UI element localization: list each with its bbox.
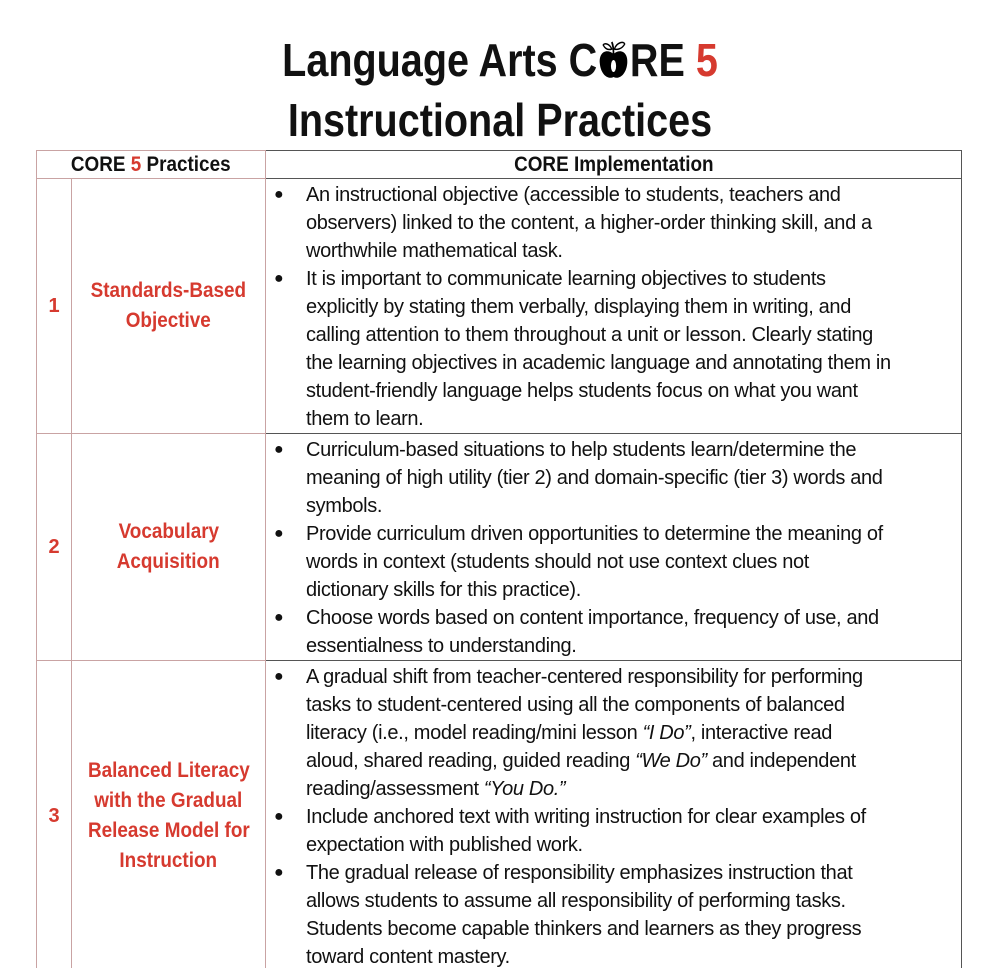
implementation-cell xyxy=(266,179,962,434)
bullet-line xyxy=(306,803,953,831)
practice-name xyxy=(72,661,266,968)
italic-text: “I Do” xyxy=(642,722,691,744)
page-title-line1: Language Arts C RE 5 xyxy=(282,34,718,86)
bullet-item xyxy=(274,803,953,859)
bullet-item xyxy=(274,604,953,660)
bullet-line xyxy=(306,663,953,691)
practice-name-line: Objective xyxy=(125,309,212,332)
bullet-line xyxy=(306,209,953,237)
bullet-item xyxy=(274,181,953,265)
bullet-line xyxy=(306,915,953,943)
italic-text: “You Do.” xyxy=(483,778,566,800)
text-segment: and independent xyxy=(706,750,856,772)
text-segment: The gradual release of responsibility emphasizes instruction that xyxy=(306,862,853,884)
bullet-line xyxy=(306,632,953,660)
text-segment: Students become capable thinkers and learners as they progress xyxy=(306,918,862,940)
implementation-cell xyxy=(266,661,962,968)
bullet-line xyxy=(306,492,953,520)
text-segment: essentialness to understanding. xyxy=(306,635,577,657)
practice-number: 1 xyxy=(37,179,72,434)
header-core-implementation: CORE Implementation xyxy=(266,151,962,179)
text-segment: reading/assessment xyxy=(306,778,484,800)
text-segment: An instructional objective (accessible to students, teachers and xyxy=(306,184,841,206)
bullet-line xyxy=(306,436,953,464)
text-segment: allows students to assume all responsibility of performing tasks. xyxy=(306,890,846,912)
bullet-line xyxy=(306,237,953,265)
bullet-line xyxy=(306,349,953,377)
bullet-line xyxy=(306,293,953,321)
text-segment: Include anchored text with writing instruction for clear examples of xyxy=(306,806,866,828)
bullet-line xyxy=(306,265,953,293)
practice-name-line: with the Gradual xyxy=(94,789,243,812)
bullet-icon: ● xyxy=(274,270,284,287)
bullet-line xyxy=(306,181,953,209)
practice-number: 2 xyxy=(37,434,72,661)
practice-name-line: Acquisition xyxy=(117,550,220,573)
table-row xyxy=(37,434,962,661)
text-segment: expectation with published work. xyxy=(306,834,583,856)
text-segment: It is important to communicate learning objectives to students xyxy=(306,268,826,290)
bullet-icon: ● xyxy=(274,609,284,626)
text-segment: student-friendly language helps students focus on what you want xyxy=(306,380,858,402)
practice-name-line: Standards-Based xyxy=(90,279,247,302)
bullet-icon: ● xyxy=(274,864,284,881)
bullet-icon: ● xyxy=(274,525,284,542)
italic-text: “We Do” xyxy=(635,750,707,772)
practice-name-line: Release Model for xyxy=(87,819,250,842)
practice-number: 3 xyxy=(37,661,72,968)
text-segment: symbols. xyxy=(306,495,383,517)
text-segment: calling attention to them throughout a unit or lesson. Clearly stating xyxy=(306,324,873,346)
text-segment: them to learn. xyxy=(306,408,424,430)
text-segment: literacy (i.e., model reading/mini lesson xyxy=(306,722,643,744)
header-core-practices: CORE 5 Practices xyxy=(37,151,266,179)
practice-name-line: Instruction xyxy=(119,849,218,872)
text-segment: Choose words based on content importance, frequency of use, and xyxy=(306,607,879,629)
bullet-icon: ● xyxy=(274,186,284,203)
bullet-line xyxy=(306,576,953,604)
text-segment: dictionary skills for this practice). xyxy=(306,579,581,601)
text-segment: toward content mastery. xyxy=(306,946,510,968)
apple-logo-icon xyxy=(598,40,629,80)
bullet-line xyxy=(306,887,953,915)
bullet-item xyxy=(274,663,953,803)
practice-name xyxy=(72,434,266,661)
bullet-line xyxy=(306,859,953,887)
practice-name-line: Vocabulary xyxy=(118,520,219,543)
practices-table xyxy=(36,150,962,968)
text-segment: Curriculum-based situations to help students learn/determine the xyxy=(306,439,857,461)
bullet-icon: ● xyxy=(274,668,284,685)
text-segment: aloud, shared reading, guided reading xyxy=(306,750,636,772)
text-segment: Provide curriculum driven opportunities to determine the meaning of xyxy=(306,523,883,545)
bullet-line xyxy=(306,719,953,747)
bullet-line xyxy=(306,520,953,548)
bullet-line xyxy=(306,691,953,719)
table-header-row xyxy=(37,151,962,179)
bullet-icon: ● xyxy=(274,441,284,458)
bullet-line xyxy=(306,831,953,859)
bullet-line xyxy=(306,464,953,492)
table-row xyxy=(37,661,962,968)
text-segment: tasks to student-centered using all the components of balanced xyxy=(306,694,845,716)
text-segment: meaning of high utility (tier 2) and domain-specific (tier 3) words and xyxy=(306,467,883,489)
bullet-icon: ● xyxy=(274,808,284,825)
bullet-line xyxy=(306,775,953,803)
bullet-line xyxy=(306,548,953,576)
bullet-line xyxy=(306,405,953,433)
text-segment: the learning objectives in academic language and annotating them in xyxy=(306,352,891,374)
text-segment: worthwhile mathematical task. xyxy=(306,240,563,262)
text-segment: A gradual shift from teacher-centered responsibility for performing xyxy=(306,666,863,688)
bullet-line xyxy=(306,321,953,349)
text-segment: , interactive read xyxy=(690,722,833,744)
bullet-line xyxy=(306,943,953,968)
bullet-line xyxy=(306,604,953,632)
implementation-cell xyxy=(266,434,962,661)
practice-name-line: Balanced Literacy xyxy=(87,759,250,782)
bullet-item xyxy=(274,436,953,520)
bullet-line xyxy=(306,377,953,405)
bullet-item xyxy=(274,265,953,433)
text-segment: words in context (students should not use context clues not xyxy=(306,551,809,573)
table-row xyxy=(37,179,962,434)
bullet-line xyxy=(306,747,953,775)
practice-name xyxy=(72,179,266,434)
page-title-line2: Instructional Practices xyxy=(287,94,713,146)
text-segment: observers) linked to the content, a higher-order thinking skill, and a xyxy=(306,212,872,234)
bullet-item xyxy=(274,859,953,968)
text-segment: explicitly by stating them verbally, displaying them in writing, and xyxy=(306,296,851,318)
bullet-item xyxy=(274,520,953,604)
